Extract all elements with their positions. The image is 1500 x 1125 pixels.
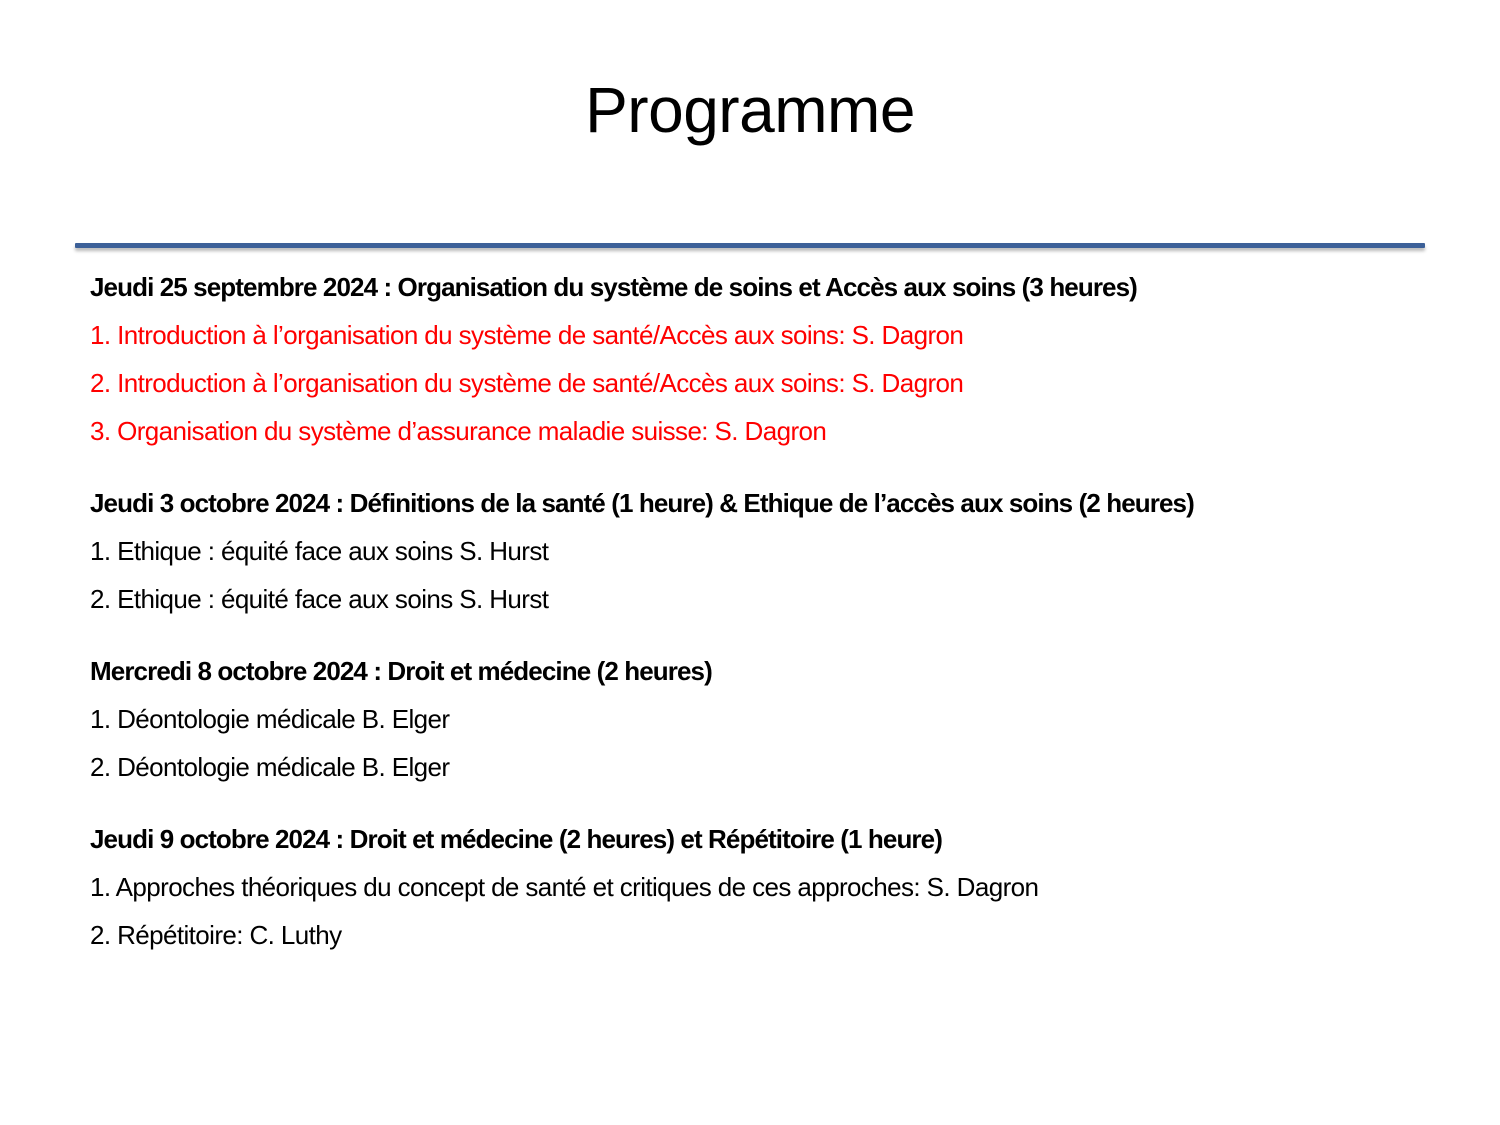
session-item: 1. Déontologie médicale B. Elger: [90, 704, 450, 734]
session-item: 2. Déontologie médicale B. Elger: [90, 752, 450, 782]
session-section: [90, 479, 1430, 623]
programme-content: [90, 263, 1430, 983]
session-heading: Mercredi 8 octobre 2024 : Droit et médecine (2 heures): [90, 656, 712, 686]
session-item: 2. Ethique : équité face aux soins S. Hurst: [90, 584, 549, 614]
session-item: 2. Introduction à l’organisation du système de santé/Accès aux soins: S. Dagron: [90, 368, 964, 398]
title-divider: [75, 243, 1425, 248]
session-heading: Jeudi 3 octobre 2024 : Définitions de la santé (1 heure) & Ethique de l’accès aux soins (2 heures): [90, 488, 1194, 518]
slide-title: Programme: [585, 74, 915, 146]
session-section: [90, 647, 1430, 791]
session-item: 2. Répétitoire: C. Luthy: [90, 920, 342, 950]
session-section: [90, 263, 1430, 455]
session-item: 3. Organisation du système d’assurance maladie suisse: S. Dagron: [90, 416, 827, 446]
session-heading: Jeudi 25 septembre 2024 : Organisation du système de soins et Accès aux soins (3 heures): [90, 272, 1137, 302]
session-heading: Jeudi 9 octobre 2024 : Droit et médecine (2 heures) et Répétitoire (1 heure): [90, 824, 942, 854]
session-section: [90, 815, 1430, 959]
session-item: 1. Ethique : équité face aux soins S. Hurst: [90, 536, 549, 566]
session-item: 1. Approches théoriques du concept de santé et critiques de ces approches: S. Dagron: [90, 872, 1039, 902]
session-item: 1. Introduction à l’organisation du système de santé/Accès aux soins: S. Dagron: [90, 320, 964, 350]
